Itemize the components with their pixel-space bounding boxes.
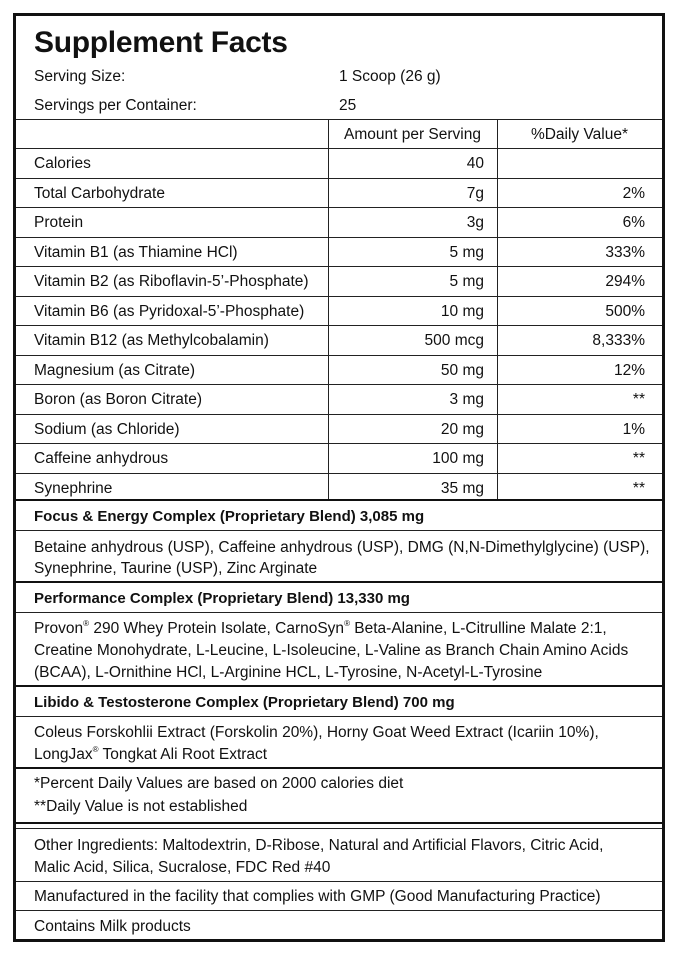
nutrient-dv: ** [632, 479, 645, 497]
table-row [16, 266, 662, 296]
nutrient-dv: 8,333% [592, 332, 645, 349]
table-row [16, 237, 662, 267]
performance-blend-ingredients-line2: Creatine Monohydrate, L-Leucine, L-Isoleucine, L-Valine as Branch Chain Amino Acids [34, 642, 629, 659]
table-row [16, 148, 662, 178]
nutrient-amount: 3g [466, 214, 484, 231]
divider [16, 581, 662, 583]
nutrient-amount: 5 mg [449, 243, 484, 261]
table-row [16, 384, 662, 414]
divider [16, 767, 662, 769]
nutrient-amount: 35 mg [440, 479, 484, 497]
other-ingredients-line2: Malic Acid, Silica, Sucralose, FDC Red #40 [34, 859, 331, 876]
table-row [16, 325, 662, 355]
nutrient-name: Vitamin B1 (as Thiamine HCl) [34, 243, 238, 261]
table-row [16, 473, 662, 500]
footnote-daily-values: *Percent Daily Values are based on 2000 calories diet [34, 775, 404, 792]
nutrient-name: Magnesium (as Citrate) [34, 361, 196, 379]
nutrient-name: Vitamin B12 (as Methylcobalamin) [34, 332, 269, 349]
nutrient-amount: 20 mg [440, 420, 484, 438]
nutrient-name: Sodium (as Chloride) [34, 420, 180, 438]
divider [16, 881, 662, 882]
gmp-statement: Manufactured in the facility that complies with GMP (Good Manufacturing Practice) [34, 888, 601, 905]
servings-per-container-label: Servings per Container: [34, 97, 197, 114]
nutrient-dv: 12% [613, 361, 645, 379]
nutrient-name: Vitamin B2 (as Riboflavin-5’-Phosphate) [34, 273, 309, 290]
daily-value-header: %Daily Value* [530, 126, 629, 143]
nutrient-dv: 294% [605, 273, 645, 290]
focus-blend-title: Focus & Energy Complex (Proprietary Blend) 3,085 mg [34, 508, 425, 525]
nutrient-amount: 10 mg [440, 302, 484, 320]
nutrient-amount: 7g [466, 184, 484, 202]
serving-size-label: Serving Size: [34, 68, 126, 85]
nutrient-dv: 6% [622, 214, 645, 231]
serving-size-value: 1 Scoop (26 g) [339, 68, 441, 85]
libido-blend-title: Libido & Testosterone Complex (Proprietary Blend) 700 mg [34, 694, 455, 711]
nutrient-dv: 500% [605, 302, 645, 320]
libido-blend-ingredients-line2: LongJax® Tongkat Ali Root Extract [34, 745, 268, 763]
nutrient-name: Vitamin B6 (as Pyridoxal-5’-Phosphate) [34, 302, 305, 320]
amount-per-serving-header: Amount per Serving [344, 126, 481, 143]
table-row [16, 178, 662, 208]
nutrient-name: Synephrine [34, 479, 113, 497]
divider [16, 910, 662, 911]
nutrient-dv: ** [632, 391, 645, 408]
divider [16, 612, 662, 613]
performance-blend-ingredients-line1: Provon® 290 Whey Protein Isolate, CarnoSyn® Beta-Alanine, L-Citrulline Malate 2:1, [34, 619, 607, 637]
nutrient-amount: 100 mg [432, 450, 484, 467]
divider [16, 119, 662, 120]
table-row [16, 296, 662, 326]
libido-blend-ingredients-line1: Coleus Forskohlii Extract (Forskolin 20%), Horny Goat Weed Extract (Icariin 10%), [34, 724, 599, 741]
nutrient-dv: 2% [622, 184, 645, 202]
divider [16, 499, 662, 501]
divider [16, 822, 662, 824]
nutrient-amount: 3 mg [449, 391, 484, 408]
nutrient-amount: 500 mcg [424, 332, 484, 349]
nutrient-name: Caffeine anhydrous [34, 450, 169, 467]
performance-blend-ingredients-line3: (BCAA), L-Ornithine HCl, L-Arginine HCL, L-Tyrosine, N-Acetyl-L-Tyrosine [34, 664, 543, 681]
nutrient-name: Protein [34, 214, 84, 231]
servings-per-container-value: 25 [339, 97, 357, 114]
nutrient-amount: 50 mg [440, 361, 484, 379]
divider [16, 685, 662, 687]
nutrient-name: Calories [34, 155, 91, 172]
focus-blend-ingredients-line1: Betaine anhydrous (USP), Caffeine anhydrous (USP), DMG (N,N-Dimethylglycine) (USP), [34, 539, 650, 556]
nutrient-amount: 5 mg [449, 273, 484, 290]
focus-blend-ingredients-line2: Synephrine, Taurine (USP), Zinc Arginate [34, 560, 318, 577]
divider [16, 716, 662, 717]
table-row [16, 414, 662, 444]
nutrient-name: Boron (as Boron Citrate) [34, 391, 202, 408]
performance-blend-title: Performance Complex (Proprietary Blend) 13,330 mg [34, 590, 410, 607]
panel-title: Supplement Facts [34, 26, 288, 59]
divider [16, 828, 662, 829]
allergen-statement: Contains Milk products [34, 918, 191, 935]
supplement-facts-panel [13, 13, 665, 942]
nutrient-amount: 40 [466, 155, 484, 172]
nutrient-dv: 1% [622, 420, 645, 438]
footnote-not-established: **Daily Value is not established [34, 798, 248, 815]
nutrient-dv: 333% [605, 243, 645, 261]
nutrient-dv: ** [632, 450, 645, 467]
other-ingredients-line1: Other Ingredients: Maltodextrin, D-Ribose, Natural and Artificial Flavors, Citric Acid, [34, 837, 604, 854]
nutrient-name: Total Carbohydrate [34, 184, 165, 202]
table-row [16, 207, 662, 237]
divider [16, 530, 662, 531]
table-row [16, 443, 662, 473]
table-row [16, 355, 662, 385]
